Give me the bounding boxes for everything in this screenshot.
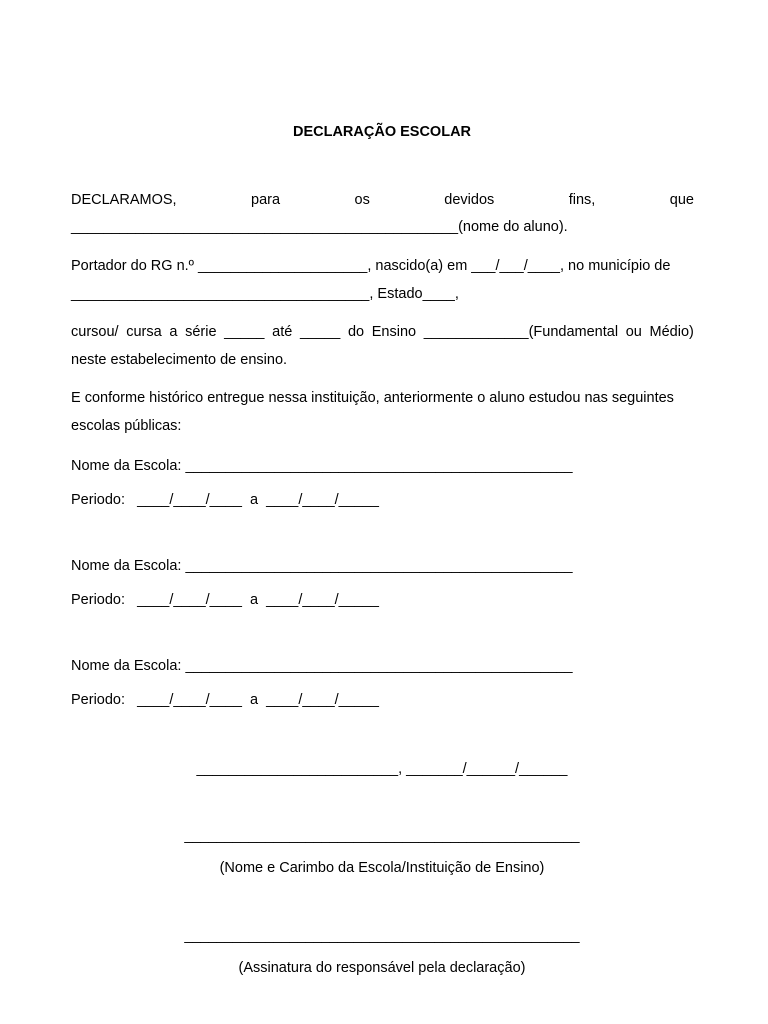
course-word: até bbox=[272, 324, 293, 340]
intro-word: devidos bbox=[444, 192, 495, 208]
history-line-2: escolas públicas: bbox=[71, 418, 182, 434]
course-word: _____________(Fundamental bbox=[423, 324, 619, 340]
school-period-field-1: Periodo: ____/____/____ a ____/____/_____ bbox=[71, 492, 379, 508]
student-name-field: ________________________________________________(nome do aluno). bbox=[71, 219, 568, 235]
school-name-field-1: Nome da Escola: ________________________________________________ bbox=[71, 458, 573, 474]
intro-word: fins, bbox=[568, 192, 596, 208]
school-stamp-caption: (Nome e Carimbo da Escola/Instituição de Ensino) bbox=[219, 860, 545, 876]
intro-word: os bbox=[354, 192, 370, 208]
school-name-field-3: Nome da Escola: ________________________________________________ bbox=[71, 658, 573, 674]
course-word: cursou/ bbox=[71, 324, 119, 340]
course-word: do bbox=[347, 324, 365, 340]
intro-word: para bbox=[251, 192, 281, 208]
school-period-field-3: Periodo: ____/____/____ a ____/____/_____ bbox=[71, 692, 379, 708]
rg-line-2: _____________________________________, Estado____, bbox=[71, 286, 459, 302]
intro-word: que bbox=[669, 192, 694, 208]
course-word: ou bbox=[625, 324, 642, 340]
course-word: série bbox=[185, 324, 217, 340]
course-word: cursa bbox=[126, 324, 162, 340]
document-title: DECLARAÇÃO ESCOLAR bbox=[292, 124, 472, 140]
course-line-2: neste estabelecimento de ensino. bbox=[71, 352, 288, 368]
course-word: Médio) bbox=[649, 324, 694, 340]
place-date-field: _________________________, _______/______/______ bbox=[196, 761, 568, 777]
course-line-1 bbox=[71, 324, 694, 341]
course-word: a bbox=[169, 324, 178, 340]
course-word: _____ bbox=[224, 324, 265, 340]
school-name-field-2: Nome da Escola: ________________________________________________ bbox=[71, 558, 573, 574]
school-period-field-2: Periodo: ____/____/____ a ____/____/_____ bbox=[71, 592, 379, 608]
signature-line: _________________________________________________ bbox=[184, 928, 580, 944]
history-line-1: E conforme histórico entregue nessa instituição, anteriormente o aluno estudou nas seguintes bbox=[71, 390, 674, 406]
signature-caption: (Assinatura do responsável pela declaração) bbox=[238, 960, 526, 976]
school-stamp-line: _________________________________________________ bbox=[184, 828, 580, 844]
course-word: Ensino bbox=[371, 324, 417, 340]
course-word: _____ bbox=[299, 324, 341, 340]
intro-line-1 bbox=[71, 192, 694, 209]
rg-line-1: Portador do RG n.º _____________________, nascido(a) em ___/___/____, no município de bbox=[71, 258, 671, 274]
intro-word: DECLARAMOS, bbox=[71, 192, 177, 208]
